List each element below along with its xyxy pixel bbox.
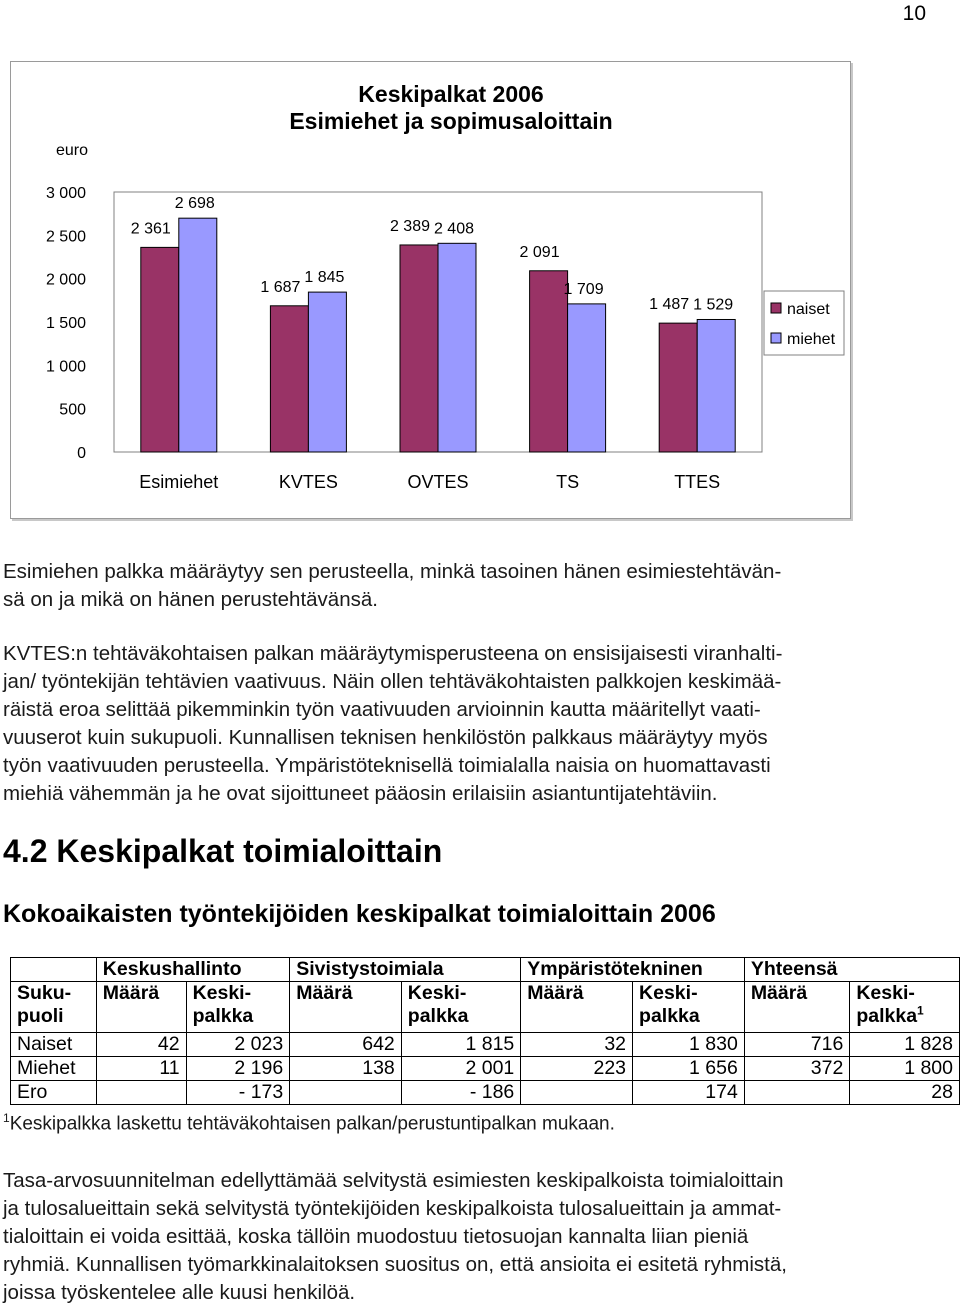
salary-table [10,957,960,1105]
legend-label: miehet [787,331,836,348]
table-row [11,1057,960,1081]
table-subheader-row [11,982,960,1033]
data-label: 1 487 [649,296,690,314]
table-cell: 2 023 [186,1033,290,1057]
y-tick-label: 3 000 [45,185,86,202]
group-yhteensa: Yhteensä [744,958,959,982]
table-cell [290,1081,402,1105]
data-label: 2 389 [389,217,430,235]
paragraph-line: työn vaativuuden perusteella. Ympäristöteknisellä toimialalla naisia on huomattavasti [3,754,771,777]
data-label: 1 845 [304,269,345,287]
legend-swatch-naiset [771,303,781,313]
table-cell: 1 800 [850,1057,960,1081]
bar-miehet [568,304,606,452]
table-cell [744,1081,850,1105]
bar-naiset [400,245,438,452]
paragraph-line: KVTES:n tehtäväkohtaisen palkan määräytymisperusteena on ensisijaisesti viranhalti- [3,642,783,665]
bar-miehet [697,319,735,452]
table-cell: 1 828 [850,1033,960,1057]
bar-naiset [659,323,697,452]
paragraph-line: ryhmiä. Kunnallisen työmarkkinalaitoksen suositus on, että ansioita ei esitetä ryhmistä, [3,1253,787,1276]
y-axis-label: euro [56,142,89,159]
table-title: Kokoaikaisten työntekijöiden keskipalkat toimialoittain 2006 [3,900,716,928]
section-heading: 4.2 Keskipalkat toimialoittain [3,833,443,869]
paragraph-line: vuuserot kuin sukupuoli. Kunnallisen teknisen henkilöstön palkkaus määräytyy myös [3,726,768,749]
data-label: 1 709 [563,280,604,298]
bar-naiset [270,306,308,452]
y-tick-label: 1 000 [45,358,86,376]
table-cell: 1 656 [633,1057,745,1081]
table-row [11,1081,960,1105]
data-label: 2 408 [433,220,474,238]
y-tick-label: 1 500 [45,315,86,332]
page-number: 10 [902,2,926,25]
salary-chart [10,61,851,519]
data-label: 2 091 [519,243,560,261]
bar-miehet [179,218,217,452]
data-label: 1 687 [260,278,301,296]
group-keskushallinto: Keskushallinto [96,958,289,982]
col-keskipalkka: Keski- palkka [186,982,290,1033]
table-cell: 223 [521,1057,633,1081]
table-cell: 32 [521,1033,633,1057]
y-tick-label: 2 000 [45,271,86,289]
table-cell: - 186 [401,1081,521,1105]
paragraph-line: miehiä vähemmän ja he ovat sijoittuneet pääosin erilaisiin asiantuntijatehtäviin. [3,782,718,805]
y-tick-label: 0 [77,445,86,462]
x-tick-label: OVTES [407,472,469,492]
table-footnote: $^1$Keskipalkka laskettu tehtäväkohtaisen palkan/perustuntipalkan mukaan. [3,1111,615,1135]
paragraph-line: jan/ työntekijän tehtävien vaativuus. Näin ollen tehtäväkohtaisten palkkojen keskimää- [3,670,782,693]
legend-swatch-miehet [771,333,781,343]
row-label: Ero [11,1081,97,1105]
bar-miehet [308,292,346,452]
row-label: Naiset [11,1033,97,1057]
table-corner-cell [11,958,97,982]
data-label: 2 361 [130,220,171,238]
paragraph-line: Tasa-arvosuunnitelman edellyttämää selvitystä esimiesten keskipalkoista toimialoittain [3,1169,784,1192]
table-cell: 642 [290,1033,402,1057]
table-row [11,1033,960,1057]
paragraph-2 [3,640,953,808]
legend-label: naiset [787,301,830,318]
y-tick-label: 500 [59,401,86,419]
x-tick-label: TTES [674,472,721,492]
row-header-label: Suku- puoli [11,982,97,1033]
table-cell [96,1081,186,1105]
paragraph-line: räistä eroa selittää pikemminkin työn vaativuuden arvioinnin kautta määritellyt vaati- [3,698,761,721]
paragraph-line: tialoittain ei voida esittää, koska tällöin muodostuu tietosuojan kannalta liian pieniä [3,1225,749,1248]
col-maara: Määrä [290,982,402,1033]
x-tick-label: Esimiehet [139,472,219,492]
table-cell: - 173 [186,1081,290,1105]
table-cell: 138 [290,1057,402,1081]
paragraph-line: Esimiehen palkka määräytyy sen perusteella, minkä tasoinen hänen esimiestehtävän- [3,560,782,583]
paragraph-1 [3,558,953,614]
x-tick-label: TS [556,472,580,492]
col-maara: Määrä [521,982,633,1033]
table-cell: 11 [96,1057,186,1081]
col-maara: Määrä [96,982,186,1033]
table-cell: 42 [96,1033,186,1057]
data-label: 1 529 [693,296,734,314]
data-label: 2 698 [174,195,215,213]
paragraph-line: joissa työskentelee alle kuusi henkilöä. [3,1281,356,1304]
table-cell: 174 [633,1081,745,1105]
table-cell: 2 196 [186,1057,290,1081]
col-keskipalkka: Keski- palkka [633,982,745,1033]
paragraph-line: ja tulosalueittain sekä selvitystä työntekijöiden keskipalkoista tulosalueittain ja ammat- [3,1197,782,1220]
row-label: Miehet [11,1057,97,1081]
y-tick-label: 2 500 [45,228,86,246]
col-keskipalkka-total: Keski- palkka$^1$ [850,982,960,1033]
bar-naiset [141,247,179,452]
table-cell: 1 815 [401,1033,521,1057]
chart-subtitle: Esimiehet ja sopimusaloittain [289,108,613,134]
paragraph-line: sä on ja mikä on hänen perustehtävänsä. [3,588,378,611]
table-cell [521,1081,633,1105]
chart-svg [11,62,850,518]
table-cell: 716 [744,1033,850,1057]
table-cell: 372 [744,1057,850,1081]
table-group-header-row [11,958,960,982]
bar-naiset [530,271,568,452]
col-maara: Määrä [744,982,850,1033]
chart-title: Keskipalkat 2006 [358,81,544,107]
table-cell: 28 [850,1081,960,1105]
table-cell: 2 001 [401,1057,521,1081]
group-ymparistotekninen: Ympäristötekninen [521,958,745,982]
group-sivistystoimiala: Sivistystoimiala [290,958,521,982]
x-tick-label: KVTES [278,472,338,492]
paragraph-3 [3,1167,953,1307]
col-keskipalkka: Keski- palkka [401,982,521,1033]
bar-miehet [438,243,476,452]
table-cell: 1 830 [633,1033,745,1057]
